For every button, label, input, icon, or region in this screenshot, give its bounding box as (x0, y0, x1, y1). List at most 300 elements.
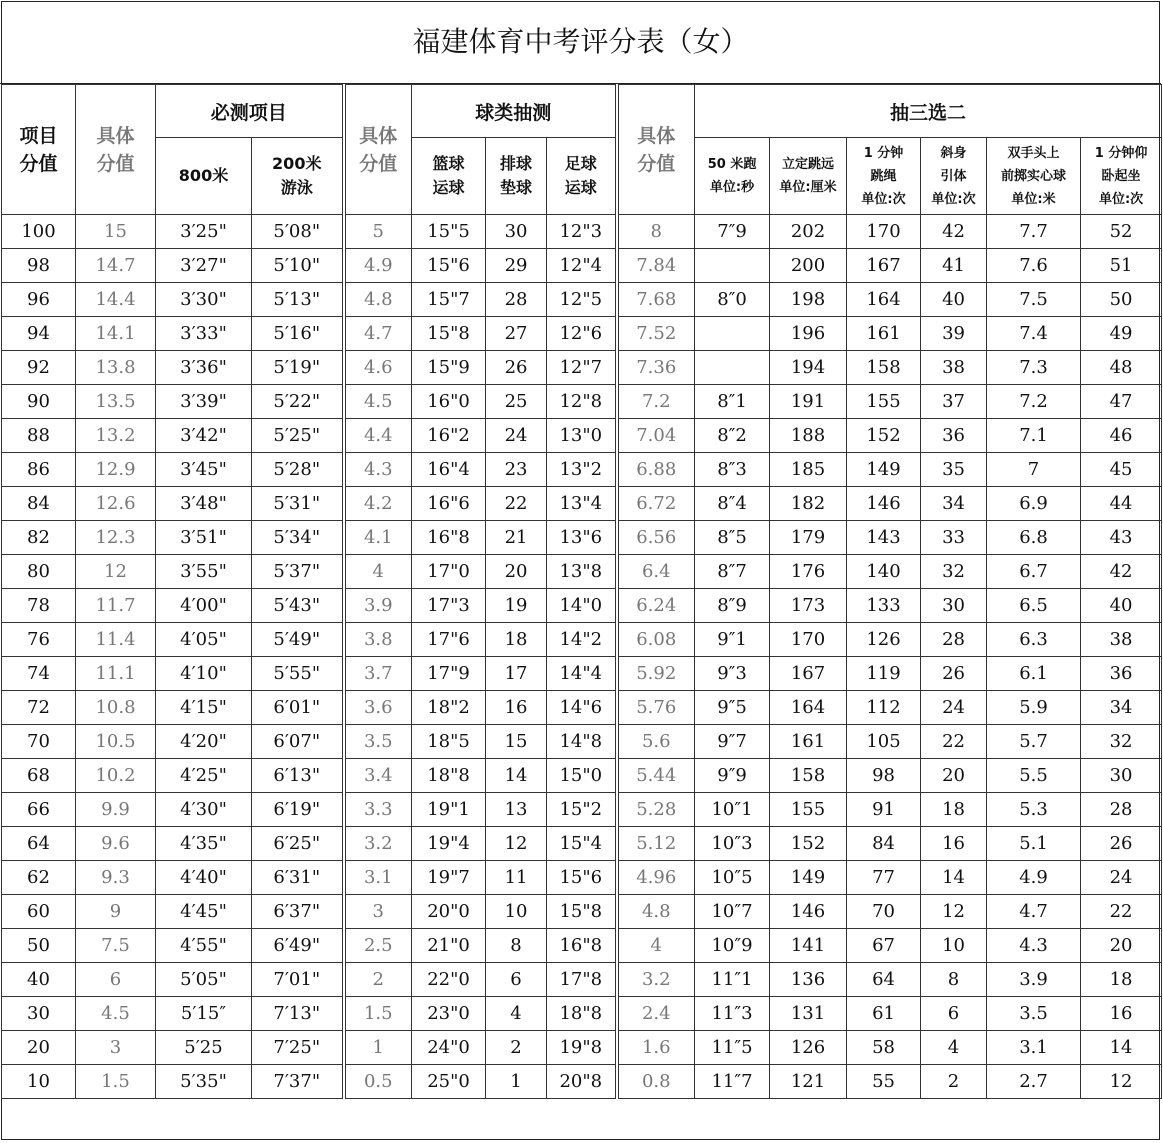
table-cell: 22"0 (412, 963, 486, 997)
header-ball-group: 球类抽测 (412, 85, 617, 138)
table-cell: 6.3 (987, 623, 1081, 657)
table-cell: 34 (1081, 691, 1162, 725)
table-cell: 49 (1081, 317, 1162, 351)
table-cell: 4′35" (156, 827, 252, 861)
table-cell: 6.08 (617, 623, 695, 657)
table-cell: 196 (770, 317, 847, 351)
table-cell: 25"0 (412, 1065, 486, 1099)
table-cell: 43 (1081, 521, 1162, 555)
table-cell: 140 (847, 555, 921, 589)
table-cell: 1 (344, 1031, 412, 1065)
table-cell: 15"8 (412, 317, 486, 351)
table-cell: 15 (486, 725, 547, 759)
header-200m-swim: 200米 游泳 (252, 138, 344, 215)
table-cell: 3.2 (344, 827, 412, 861)
table-cell: 30 (921, 589, 987, 623)
table-cell: 18"5 (412, 725, 486, 759)
table-cell: 16 (486, 691, 547, 725)
table-cell: 5′25" (252, 419, 344, 453)
table-cell: 6′37" (252, 895, 344, 929)
table-cell: 9″5 (695, 691, 770, 725)
table-cell: 11″3 (695, 997, 770, 1031)
table-cell: 167 (770, 657, 847, 691)
table-row (2, 623, 1162, 657)
table-cell: 170 (770, 623, 847, 657)
table-cell: 4.5 (76, 997, 156, 1031)
table-cell: 9″7 (695, 725, 770, 759)
table-cell: 10.8 (76, 691, 156, 725)
table-cell: 155 (847, 385, 921, 419)
table-cell: 14"2 (547, 623, 617, 657)
table-cell: 8 (921, 963, 987, 997)
table-cell: 4 (486, 997, 547, 1031)
table-row (2, 215, 1162, 249)
table-cell: 6′07" (252, 725, 344, 759)
table-cell: 90 (2, 385, 76, 419)
table-cell: 5′31" (252, 487, 344, 521)
table-cell: 39 (921, 317, 987, 351)
table-cell: 10.2 (76, 759, 156, 793)
table-cell: 5.9 (987, 691, 1081, 725)
table-cell: 11.4 (76, 623, 156, 657)
table-cell: 15"6 (412, 249, 486, 283)
table-cell: 38 (921, 351, 987, 385)
table-cell: 64 (2, 827, 76, 861)
table-cell: 13"6 (547, 521, 617, 555)
table-cell: 4.6 (344, 351, 412, 385)
table-cell: 4 (617, 929, 695, 963)
table-cell: 51 (1081, 249, 1162, 283)
table-cell: 4′25" (156, 759, 252, 793)
table-cell: 136 (770, 963, 847, 997)
table-cell: 9″9 (695, 759, 770, 793)
table-cell: 8″9 (695, 589, 770, 623)
table-cell: 4′05" (156, 623, 252, 657)
table-cell: 44 (1081, 487, 1162, 521)
table-cell: 9.3 (76, 861, 156, 895)
table-cell: 33 (921, 521, 987, 555)
table-cell: 3.1 (987, 1031, 1081, 1065)
table-cell: 7.52 (617, 317, 695, 351)
table-cell: 13.2 (76, 419, 156, 453)
table-cell: 8″5 (695, 521, 770, 555)
table-cell: 158 (847, 351, 921, 385)
table-cell: 2.4 (617, 997, 695, 1031)
table-cell: 17 (486, 657, 547, 691)
table-cell: 42 (921, 215, 987, 249)
table-cell: 126 (770, 1031, 847, 1065)
table-cell: 37 (921, 385, 987, 419)
table-cell: 3′45" (156, 453, 252, 487)
table-cell: 92 (2, 351, 76, 385)
table-cell: 126 (847, 623, 921, 657)
table-cell: 5′19" (252, 351, 344, 385)
table-cell: 13"0 (547, 419, 617, 453)
table-cell: 10.5 (76, 725, 156, 759)
table-cell: 14.1 (76, 317, 156, 351)
table-row (2, 249, 1162, 283)
table-cell: 5 (344, 215, 412, 249)
table-row (2, 521, 1162, 555)
table-cell: 194 (770, 351, 847, 385)
table-cell: 5′08" (252, 215, 344, 249)
table-cell: 7.6 (987, 249, 1081, 283)
table-row (2, 1031, 1162, 1065)
header-row-1 (2, 85, 1162, 138)
table-cell: 22 (486, 487, 547, 521)
table-cell: 11″5 (695, 1031, 770, 1065)
table-cell: 3.2 (617, 963, 695, 997)
table-cell: 22 (921, 725, 987, 759)
table-cell: 2.5 (344, 929, 412, 963)
table-cell: 7 (987, 453, 1081, 487)
table-cell: 3′51" (156, 521, 252, 555)
table-cell: 6 (76, 963, 156, 997)
table-cell: 173 (770, 589, 847, 623)
table-cell: 14"0 (547, 589, 617, 623)
table-cell: 88 (2, 419, 76, 453)
table-cell: 3.8 (344, 623, 412, 657)
table-cell: 161 (770, 725, 847, 759)
table-cell: 105 (847, 725, 921, 759)
table-cell: 22 (1081, 895, 1162, 929)
table-row (2, 827, 1162, 861)
table-cell: 9.9 (76, 793, 156, 827)
table-row (2, 317, 1162, 351)
table-cell: 19"4 (412, 827, 486, 861)
table-cell: 191 (770, 385, 847, 419)
table-cell: 14"6 (547, 691, 617, 725)
table-cell: 13.5 (76, 385, 156, 419)
table-cell: 15"8 (547, 895, 617, 929)
table-cell: 5′43" (252, 589, 344, 623)
table-cell: 7.5 (987, 283, 1081, 317)
table-cell: 7.36 (617, 351, 695, 385)
table-cell: 7′01" (252, 963, 344, 997)
table-cell: 18"2 (412, 691, 486, 725)
table-cell: 18"8 (412, 759, 486, 793)
table-cell: 3′30" (156, 283, 252, 317)
table-cell: 6 (486, 963, 547, 997)
table-row (2, 487, 1162, 521)
table-cell: 30 (2, 997, 76, 1031)
table-cell: 7.5 (76, 929, 156, 963)
table-cell: 2 (344, 963, 412, 997)
table-cell: 58 (847, 1031, 921, 1065)
table-cell: 182 (770, 487, 847, 521)
table-row (2, 997, 1162, 1031)
table-cell: 24 (921, 691, 987, 725)
table-cell: 11″1 (695, 963, 770, 997)
table-cell: 6′31" (252, 861, 344, 895)
header-medicine-ball: 双手头上 前掷实心球 单位:米 (987, 138, 1081, 215)
table-cell: 5.44 (617, 759, 695, 793)
table-cell (695, 317, 770, 351)
table-cell: 4.8 (617, 895, 695, 929)
table-cell: 55 (847, 1065, 921, 1099)
table-cell: 30 (1081, 759, 1162, 793)
table-cell: 3.7 (344, 657, 412, 691)
table-cell: 15"5 (412, 215, 486, 249)
table-row (2, 793, 1162, 827)
table-cell: 76 (2, 623, 76, 657)
table-cell: 28 (921, 623, 987, 657)
table-cell: 10″1 (695, 793, 770, 827)
table-cell: 164 (770, 691, 847, 725)
table-cell: 8″2 (695, 419, 770, 453)
table-cell: 12"6 (547, 317, 617, 351)
table-cell: 179 (770, 521, 847, 555)
table-cell: 20"0 (412, 895, 486, 929)
table-cell: 4.9 (987, 861, 1081, 895)
table-cell: 15"4 (547, 827, 617, 861)
table-cell: 66 (2, 793, 76, 827)
table-cell: 4 (344, 555, 412, 589)
table-cell: 4′20" (156, 725, 252, 759)
table-cell: 17"8 (547, 963, 617, 997)
header-800m: 800米 (156, 138, 252, 215)
table-cell: 86 (2, 453, 76, 487)
table-cell: 18 (921, 793, 987, 827)
table-cell: 5′10" (252, 249, 344, 283)
table-row (2, 759, 1162, 793)
table-cell: 6′25" (252, 827, 344, 861)
table-row (2, 419, 1162, 453)
table-cell: 12 (921, 895, 987, 929)
table-cell: 5′22" (252, 385, 344, 419)
table-cell: 14.7 (76, 249, 156, 283)
table-cell: 4′15" (156, 691, 252, 725)
table-cell: 16"8 (412, 521, 486, 555)
table-cell: 4′00" (156, 589, 252, 623)
table-cell: 74 (2, 657, 76, 691)
table-cell: 18 (486, 623, 547, 657)
table-cell: 149 (847, 453, 921, 487)
table-cell: 170 (847, 215, 921, 249)
table-cell: 14"4 (547, 657, 617, 691)
header-score: 项目 分值 (2, 85, 76, 215)
header-rope-skip: 1 分钟 跳绳 单位:次 (847, 138, 921, 215)
table-cell: 188 (770, 419, 847, 453)
table-cell: 6.9 (987, 487, 1081, 521)
table-cell: 133 (847, 589, 921, 623)
table-row (2, 895, 1162, 929)
table-cell: 7.04 (617, 419, 695, 453)
table-cell: 3.3 (344, 793, 412, 827)
table-cell: 7′13" (252, 997, 344, 1031)
table-cell: 12 (486, 827, 547, 861)
table-cell (695, 249, 770, 283)
table-cell: 30 (486, 215, 547, 249)
table-cell: 14 (486, 759, 547, 793)
table-cell: 60 (2, 895, 76, 929)
table-cell: 7′25" (252, 1031, 344, 1065)
table-cell: 80 (2, 555, 76, 589)
table-cell: 4.4 (344, 419, 412, 453)
table-cell: 8″3 (695, 453, 770, 487)
table-cell: 7.3 (987, 351, 1081, 385)
header-required-group: 必测项目 (156, 85, 344, 138)
table-cell: 5.7 (987, 725, 1081, 759)
table-cell: 11 (486, 861, 547, 895)
table-cell: 19"1 (412, 793, 486, 827)
table-cell: 4 (921, 1031, 987, 1065)
table-cell: 70 (847, 895, 921, 929)
table-cell: 15"2 (547, 793, 617, 827)
table-cell: 84 (2, 487, 76, 521)
table-cell: 18"8 (547, 997, 617, 1031)
table-cell: 112 (847, 691, 921, 725)
table-cell: 4.1 (344, 521, 412, 555)
table-cell: 7′37" (252, 1065, 344, 1099)
table-cell: 5′16" (252, 317, 344, 351)
table-cell: 72 (2, 691, 76, 725)
table-cell: 9 (76, 895, 156, 929)
table-cell: 5.76 (617, 691, 695, 725)
table-cell: 11.7 (76, 589, 156, 623)
table-cell: 16"2 (412, 419, 486, 453)
table-cell: 149 (770, 861, 847, 895)
table-cell: 23"0 (412, 997, 486, 1031)
table-cell: 15"9 (412, 351, 486, 385)
table-cell: 16"6 (412, 487, 486, 521)
table-cell: 6.24 (617, 589, 695, 623)
table-cell: 6′01" (252, 691, 344, 725)
table-cell: 61 (847, 997, 921, 1031)
table-cell: 32 (1081, 725, 1162, 759)
table-cell: 23 (486, 453, 547, 487)
table-cell: 12 (76, 555, 156, 589)
table-cell: 10″9 (695, 929, 770, 963)
table-cell: 8″1 (695, 385, 770, 419)
table-cell: 77 (847, 861, 921, 895)
table-cell: 5′15″ (156, 997, 252, 1031)
table-cell: 4.96 (617, 861, 695, 895)
table-cell: 6.72 (617, 487, 695, 521)
table-cell: 100 (2, 215, 76, 249)
table-cell: 155 (770, 793, 847, 827)
table-cell: 40 (1081, 589, 1162, 623)
table-cell: 14"8 (547, 725, 617, 759)
table-cell: 12.3 (76, 521, 156, 555)
table-cell: 164 (847, 283, 921, 317)
table-cell: 12"8 (547, 385, 617, 419)
table-cell: 3′55" (156, 555, 252, 589)
header-value-3: 具体 分值 (617, 85, 695, 215)
table-cell: 98 (2, 249, 76, 283)
table-cell: 4.2 (344, 487, 412, 521)
table-cell: 96 (2, 283, 76, 317)
table-cell: 146 (770, 895, 847, 929)
table-cell: 91 (847, 793, 921, 827)
table-cell: 5′34" (252, 521, 344, 555)
table-cell: 198 (770, 283, 847, 317)
table-row (2, 929, 1162, 963)
table-row (2, 589, 1162, 623)
table-cell: 26 (1081, 827, 1162, 861)
table-cell: 13"4 (547, 487, 617, 521)
table-cell: 5′13" (252, 283, 344, 317)
table-cell: 17"0 (412, 555, 486, 589)
table-cell: 9″3 (695, 657, 770, 691)
table-cell: 6.56 (617, 521, 695, 555)
table-cell: 7.1 (987, 419, 1081, 453)
table-cell: 45 (1081, 453, 1162, 487)
page-title: 福建体育中考评分表（女） (0, 0, 1161, 84)
table-cell: 6.4 (617, 555, 695, 589)
table-cell: 41 (921, 249, 987, 283)
header-football: 足球 运球 (547, 138, 617, 215)
table-cell: 9″1 (695, 623, 770, 657)
table-cell: 24"0 (412, 1031, 486, 1065)
header-value-2: 具体 分值 (344, 85, 412, 215)
table-cell: 13 (486, 793, 547, 827)
table-cell: 8″0 (695, 283, 770, 317)
table-cell: 2 (921, 1065, 987, 1099)
table-cell: 4′55" (156, 929, 252, 963)
table-cell: 8″7 (695, 555, 770, 589)
table-cell: 11″7 (695, 1065, 770, 1099)
table-cell: 25 (486, 385, 547, 419)
table-row (2, 657, 1162, 691)
header-basketball: 篮球 运球 (412, 138, 486, 215)
table-cell: 6′49" (252, 929, 344, 963)
table-cell: 10″5 (695, 861, 770, 895)
table-cell: 13"8 (547, 555, 617, 589)
table-cell: 15"7 (412, 283, 486, 317)
table-cell: 10 (2, 1065, 76, 1099)
table-cell: 15"0 (547, 759, 617, 793)
table-cell: 158 (770, 759, 847, 793)
table-cell: 5.28 (617, 793, 695, 827)
table-cell: 12"5 (547, 283, 617, 317)
table-cell: 4.7 (987, 895, 1081, 929)
table-cell: 5′55" (252, 657, 344, 691)
table-cell: 7.2 (987, 385, 1081, 419)
table-cell: 8 (617, 215, 695, 249)
table-cell: 1.5 (76, 1065, 156, 1099)
table-cell: 16"0 (412, 385, 486, 419)
header-long-jump: 立定跳远 单位:厘米 (770, 138, 847, 215)
table-cell: 10″7 (695, 895, 770, 929)
table-cell: 34 (921, 487, 987, 521)
table-cell: 24 (486, 419, 547, 453)
table-cell: 3.4 (344, 759, 412, 793)
score-table (1, 84, 1162, 1099)
table-cell: 6 (921, 997, 987, 1031)
header-pullup: 斜身 引体 单位:次 (921, 138, 987, 215)
table-cell: 141 (770, 929, 847, 963)
table-cell: 5.5 (987, 759, 1081, 793)
table-cell: 2.7 (987, 1065, 1081, 1099)
table-cell: 16 (921, 827, 987, 861)
table-cell: 7.7 (987, 215, 1081, 249)
table-cell: 46 (1081, 419, 1162, 453)
table-row (2, 861, 1162, 895)
table-cell: 146 (847, 487, 921, 521)
table-cell: 14 (1081, 1031, 1162, 1065)
table-cell: 48 (1081, 351, 1162, 385)
table-cell: 40 (2, 963, 76, 997)
table-row (2, 283, 1162, 317)
table-cell: 4′45" (156, 895, 252, 929)
table-cell: 3′25" (156, 215, 252, 249)
table-cell: 1.6 (617, 1031, 695, 1065)
table-cell: 3.6 (344, 691, 412, 725)
table-cell: 7″9 (695, 215, 770, 249)
table-cell: 32 (921, 555, 987, 589)
table-cell: 3.9 (987, 963, 1081, 997)
